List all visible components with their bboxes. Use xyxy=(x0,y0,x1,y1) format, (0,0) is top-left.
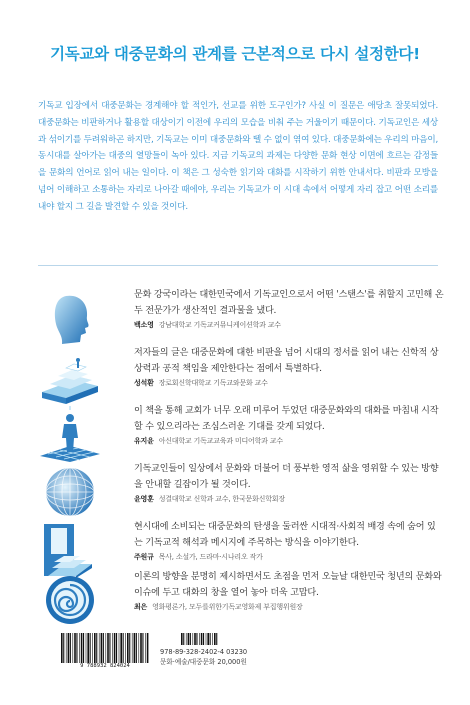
endorser-name: 유지윤 xyxy=(134,437,154,445)
endorser-credit xyxy=(134,551,444,563)
barcode-bars xyxy=(60,633,150,663)
endorsement xyxy=(36,348,446,404)
head-profile-icon xyxy=(36,290,104,346)
endorsement xyxy=(36,464,446,520)
doorway-stairs-icon xyxy=(36,522,104,578)
endorser-affiliation: 목사, 소설가, 드라마·시나리오 작가 xyxy=(158,553,263,561)
endorser-affiliation: 아신대학교 기독교교육과 미디어학과 교수 xyxy=(158,437,283,445)
endorsement xyxy=(36,572,446,628)
figure-on-grid-icon xyxy=(36,406,104,462)
endorser-affiliation: 장로회신학대학교 기독교와문화 교수 xyxy=(158,379,268,387)
barcode-digits: 9 788932 824024 xyxy=(80,663,130,669)
divider xyxy=(38,265,438,266)
endorsement-text: 문화 강국이라는 대한민국에서 기독교인으로서 어떤 '스탠스'를 취할지 고민해 온 두 전문가가 생산적인 결과물을 냈다. xyxy=(134,290,444,316)
endorsement-text: 이 책을 통해 교회가 너무 오래 미루어 두었던 대중문화와의 대화를 마침내 시작할 수 있으리라는 조심스러운 기대를 갖게 되었다. xyxy=(134,406,439,432)
endorsement-text: 저자들의 글은 대중문화에 대한 비판을 넘어 시대의 정서를 읽어 내는 신학적 상상력과 공적 책임을 제안한다는 점에서 특별하다. xyxy=(134,348,439,374)
endorser-credit xyxy=(134,493,444,505)
endorser-name: 윤영훈 xyxy=(134,495,154,503)
endorser-name: 백소영 xyxy=(134,321,154,329)
intro-paragraph: 기독교 입장에서 대중문화는 경계해야 할 적인가, 선교를 위한 도구인가? 사실 이 질문은 애당초 잘못되었다. 대중문화는 비판하거나 활용할 대상이기 이전에 우리의 모습을 비춰 주는 거울이기 때문이다. 기독교인은 세상과 섞이기를 두려워하곤 하지만, 기독교는 이미 대중문화와 뗄 수 없이 엮여 있다. 대중문화에는 우리의 마음이, 동시대를 살아가는 대중의 열망들이 녹아 있다. 지금 기독교의 과제는 다양한 문화 현상 이면에 흐르는 감정들을 문화의 언어로 읽어 내는 일이다. 이 책은 그 성숙한 읽기와 대화를 시작하기 위한 안내서다. 비판과 모방을 넘어 이해하고 소통하는 자리로 나아갈 때에야, 우리는 기독교가 이 시대 속에서 어떻게 자리 잡고 어떤 소리를 내야 할지 그 길을 발견할 수 있을 것이다. xyxy=(38,101,438,212)
endorsement-text: 기독교인들이 일상에서 문화와 더불어 더 풍부한 영적 삶을 영위할 수 있는 방향을 안내할 길잡이가 될 것이다. xyxy=(134,464,439,490)
barcode xyxy=(60,633,150,673)
endorsement-text: 이론의 방향을 분명히 제시하면서도 초점을 먼저 오늘날 대한민국 청년의 문화와 이슈에 두고 대화의 창을 열어 놓아 더욱 고맙다. xyxy=(134,572,442,598)
endorser-credit xyxy=(134,319,444,331)
addon-barcode-bars xyxy=(180,633,220,645)
endorser-affiliation: 영화평론가, 모두를위한기독교영화제 부집행위원장 xyxy=(152,603,303,611)
endorser-affiliation: 강남대학교 기독교커뮤니케이션학과 교수 xyxy=(158,321,281,329)
endorser-affiliation: 성결대학교 신학과 교수, 한국문화신학회장 xyxy=(158,495,285,503)
endorser-name: 최은 xyxy=(134,603,148,611)
endorser-name: 주원규 xyxy=(134,553,154,561)
endorsement xyxy=(36,290,446,346)
endorsement-text: 현시대에 소비되는 대중문화의 탄생을 둘러싼 시대적·사회적 배경 속에 숨어 있는 기독교적 해석과 메시지에 주목하는 방식을 이야기한다. xyxy=(134,522,436,548)
endorsement xyxy=(36,406,446,462)
endorser-credit xyxy=(134,377,444,389)
headline: 기독교와 대중문화의 관계를 근본적으로 다시 설정한다! xyxy=(50,45,420,63)
spiral-icon xyxy=(36,572,104,628)
endorser-credit xyxy=(134,435,444,447)
isbn-number: 978-89-328-2402-4 03230 xyxy=(160,648,248,656)
globe-icon xyxy=(36,464,104,520)
category-price: 문화·예술/대중문화 20,000원 xyxy=(160,657,247,666)
stairs-icon xyxy=(36,348,104,404)
endorser-name: 성석환 xyxy=(134,379,154,387)
isbn-block xyxy=(160,648,247,667)
endorser-credit xyxy=(134,601,444,613)
